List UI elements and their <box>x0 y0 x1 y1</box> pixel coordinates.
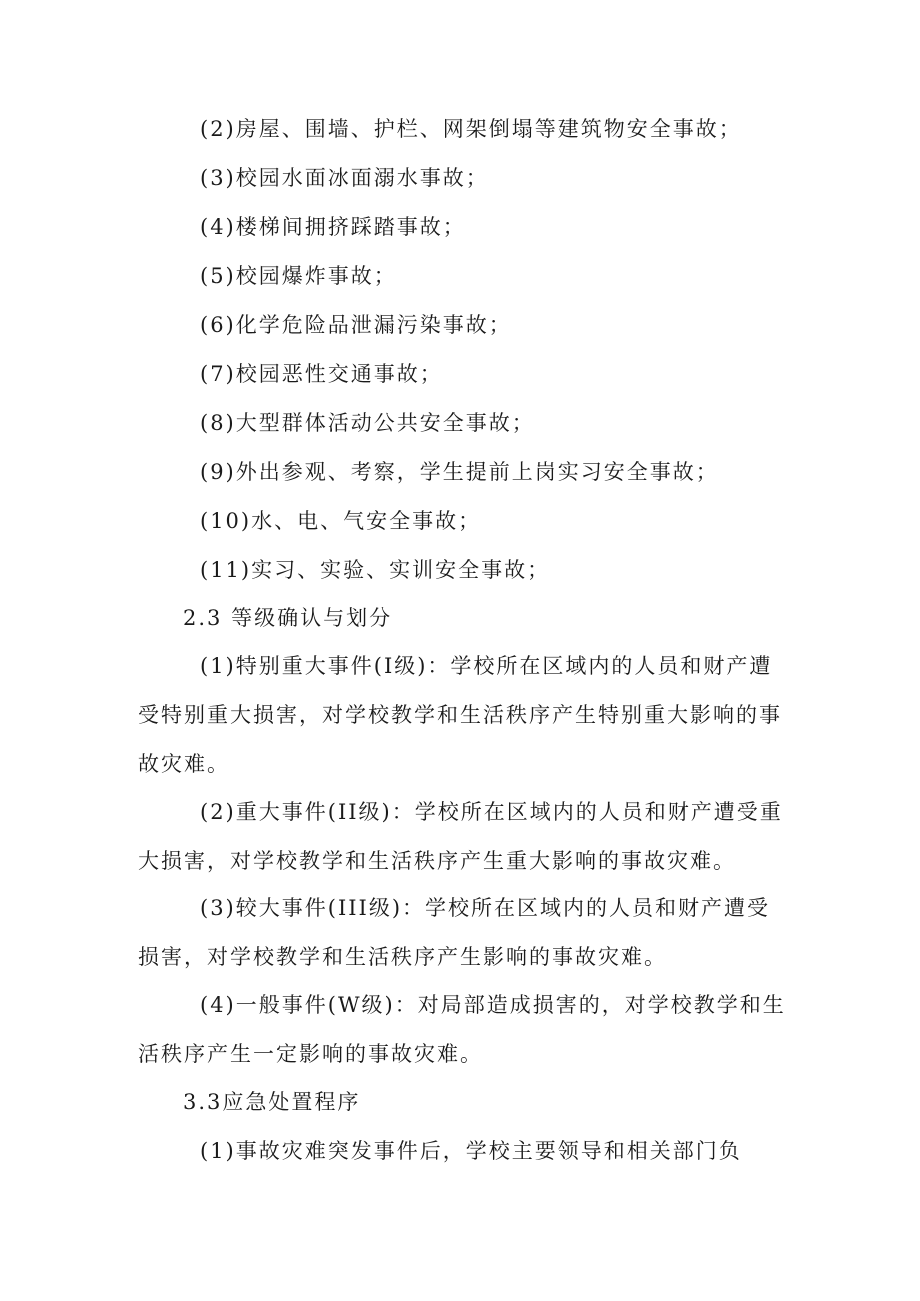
level1-line: 故灾难。 <box>138 752 230 776</box>
list-item: (2)房屋、围墙、护栏、网架倒塌等建筑物安全事故； <box>200 117 742 141</box>
section-heading-2-3: 2.3 等级确认与划分 <box>183 606 393 630</box>
list-item: (9)外出参观、考察，学生提前上岗实习安全事故； <box>200 460 719 484</box>
list-item: (10)水、电、气安全事故； <box>200 509 482 533</box>
level1-line: 受特别重大损害，对学校教学和生活秩序产生特别重大影响的事 <box>138 703 782 727</box>
list-item: (8)大型群体活动公共安全事故； <box>200 411 535 435</box>
level2-line: (2)重大事件(II级)：学校所在区域内的人员和财产遭受重 <box>200 800 783 824</box>
level1-line: (1)特别重大事件(I级)：学校所在区域内的人员和财产遭 <box>200 654 773 678</box>
list-item: (3)校园水面冰面溺水事故； <box>200 166 489 190</box>
section-heading-3-3: 3.3应急处置程序 <box>183 1090 361 1114</box>
level3-line: 损害，对学校教学和生活秩序产生影响的事故灾难。 <box>138 945 667 969</box>
level2-line: 大损害，对学校教学和生活秩序产生重大影响的事故灾难。 <box>138 849 736 873</box>
list-item: (5)校园爆炸事故； <box>200 264 397 288</box>
list-item: (6)化学危险品泄漏污染事故； <box>200 313 512 337</box>
list-item: (7)校园恶性交通事故； <box>200 362 443 386</box>
paragraph-line: (1)事故灾难突发事件后，学校主要领导和相关部门负 <box>200 1139 742 1163</box>
level3-line: (3)较大事件(III级)：学校所在区域内的人员和财产遭受 <box>200 896 771 920</box>
list-item: (11)实习、实验、实训安全事故； <box>200 558 551 582</box>
list-item: (4)楼梯间拥挤踩踏事故； <box>200 215 466 239</box>
level4-line: (4)一般事件(W级)：对局部造成损害的，对学校教学和生 <box>200 993 786 1017</box>
level4-line: 活秩序产生一定影响的事故灾难。 <box>138 1042 483 1066</box>
